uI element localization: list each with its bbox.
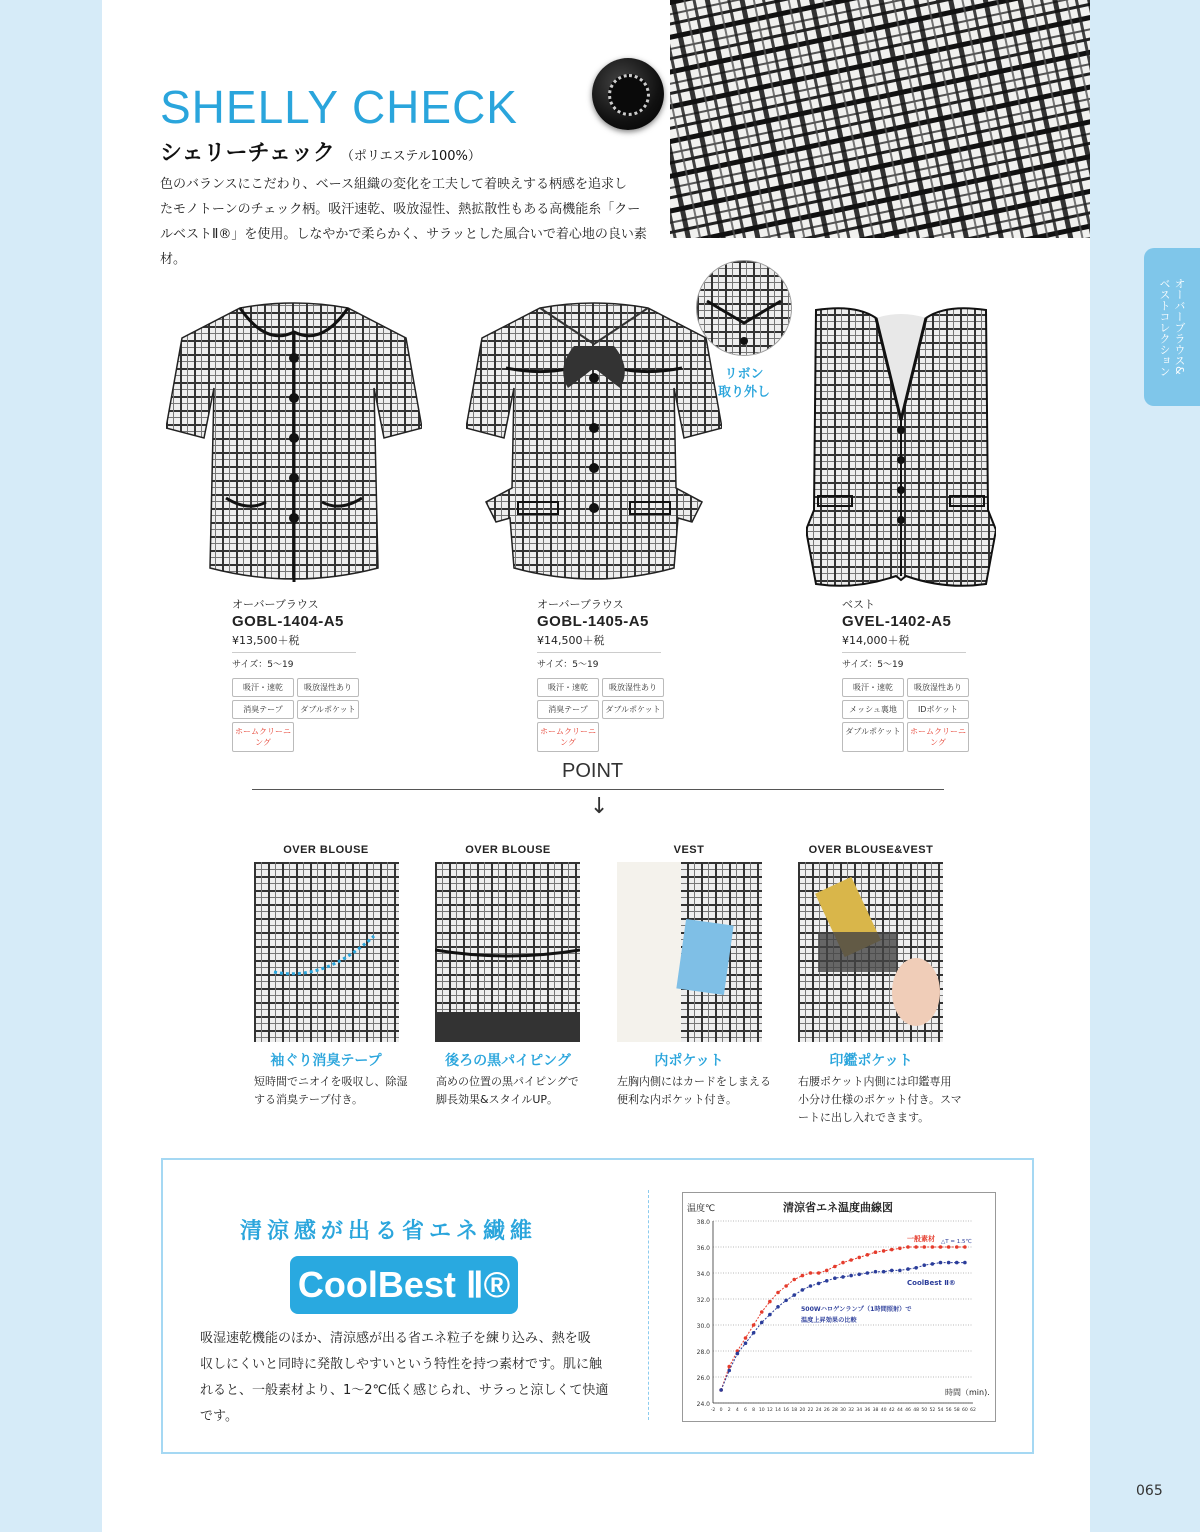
feature-tag: メッシュ裏地 (842, 700, 904, 719)
data-point (922, 1263, 926, 1267)
data-point (776, 1305, 780, 1309)
feature-tag: ダブルポケット (602, 700, 664, 719)
feature-tag: 消臭テープ (537, 700, 599, 719)
data-point (922, 1245, 926, 1249)
product-code: GOBL-1405-A5 (537, 613, 649, 630)
x-tick-label: 62 (970, 1408, 976, 1413)
series-label: 一般素材 (907, 1235, 935, 1243)
point-divider (252, 789, 944, 790)
x-tick-label: 38 (872, 1408, 879, 1413)
garment-image-blouse-1404 (166, 298, 422, 590)
coolbest-divider (648, 1190, 649, 1420)
x-tick-label: 32 (848, 1408, 855, 1413)
data-point (849, 1274, 853, 1278)
feature-tag: 吸汗・速乾 (842, 678, 904, 697)
data-point (931, 1245, 935, 1249)
data-point (768, 1300, 772, 1304)
data-point (817, 1282, 821, 1286)
series-label: CoolBest Ⅱ® (907, 1279, 956, 1287)
data-point (744, 1336, 748, 1340)
point-title: POINT (562, 760, 624, 782)
data-point (801, 1274, 805, 1278)
product-price: ¥14,000＋税 (842, 634, 910, 647)
x-tick-label: 48 (913, 1408, 920, 1413)
coolbest-description (200, 1326, 620, 1430)
x-tick-label: 8 (752, 1408, 756, 1413)
x-tick-label: -2 (710, 1408, 716, 1413)
point-description (254, 1073, 424, 1109)
feature-tag: ホームクリーニング (232, 722, 294, 752)
product-price: ¥14,500＋税 (537, 634, 605, 647)
temperature-chart (682, 1192, 996, 1422)
y-tick-label: 36.0 (696, 1245, 710, 1252)
data-point (882, 1249, 886, 1253)
x-tick-label: 18 (791, 1408, 798, 1413)
point-heading: 後ろの黒パイピング (445, 1053, 571, 1069)
x-tick-label: 40 (880, 1408, 887, 1413)
feature-tag: 吸汗・速乾 (232, 678, 294, 697)
title-english: SHELLY CHECK (160, 81, 518, 133)
y-tick-label: 32.0 (696, 1297, 710, 1304)
desc-line: 脚長効果&スタイルUP。 (436, 1093, 559, 1106)
point-category: VEST (673, 844, 705, 856)
product-info-gvel-1402 (842, 596, 969, 752)
feature-tag: ダブルポケット (842, 722, 904, 752)
point-category: OVER BLOUSE (283, 844, 369, 856)
data-point (809, 1271, 813, 1275)
data-point (825, 1279, 829, 1283)
data-point (784, 1284, 788, 1288)
x-tick-label: 24 (815, 1408, 822, 1413)
x-tick-label: 54 (937, 1408, 944, 1413)
point-description (617, 1073, 787, 1109)
product-category: オーバーブラウス (537, 598, 624, 611)
x-tick-label: 52 (929, 1408, 936, 1413)
data-point (963, 1245, 967, 1249)
data-point (841, 1275, 845, 1279)
intro-line: ルベストⅡ®」を使用。しなやかで柔らかく、サラッとした風合いで着心地の良い素材。 (160, 227, 647, 267)
y-axis-label: 温度℃ (687, 1204, 716, 1214)
arrow-down-icon: ↓ (590, 794, 609, 819)
data-point (906, 1245, 910, 1249)
desc-line: 小分け仕様のポケット付き。スマ (798, 1093, 962, 1106)
product-size: サイズ：5～19 (537, 652, 661, 670)
feature-tag: 消臭テープ (232, 700, 294, 719)
title-japanese: シェリーチェック （ポリエステル100%） (160, 141, 481, 166)
garment-image-blouse-1405 (466, 298, 722, 590)
y-tick-label: 34.0 (696, 1271, 710, 1278)
coolbest-title: 清涼感が出る省エネ繊維 (240, 1219, 538, 1244)
data-point (939, 1245, 943, 1249)
x-tick-label: 60 (961, 1408, 968, 1413)
data-point (890, 1269, 894, 1273)
coolbest-logo: CoolBest Ⅱ® (290, 1256, 518, 1314)
x-tick-label: 30 (840, 1408, 846, 1413)
data-point (792, 1278, 796, 1282)
x-tick-label: 42 (888, 1408, 895, 1413)
x-tick-label: 58 (953, 1408, 960, 1413)
feature-tag: 吸放湿性あり (907, 678, 969, 697)
data-point (736, 1352, 740, 1356)
feature-tag: 吸汗・速乾 (537, 678, 599, 697)
feature-tag: ダブルポケット (297, 700, 359, 719)
coolbest-line: 収しにくいと同時に発散しやすいという特性を持つ素材です。肌に触 (200, 1357, 602, 1372)
product-code: GVEL-1402-A5 (842, 613, 952, 630)
chart-title: 清涼省エネ温度曲線図 (783, 1201, 893, 1214)
product-code: GOBL-1404-A5 (232, 613, 344, 630)
feature-tags (842, 678, 969, 752)
desc-line: 左胸内側にはカードをしまえる (617, 1075, 771, 1088)
data-point (906, 1267, 910, 1271)
y-tick-label: 26.0 (696, 1375, 710, 1382)
data-point (857, 1273, 861, 1277)
product-category: オーバーブラウス (232, 598, 319, 611)
y-tick-label: 28.0 (696, 1349, 710, 1356)
x-tick-label: 56 (945, 1408, 952, 1413)
data-point (719, 1388, 723, 1392)
data-point (760, 1321, 764, 1325)
point-description (798, 1073, 968, 1127)
x-tick-label: 14 (775, 1408, 781, 1413)
desc-line: ートに出し入れできます。 (798, 1111, 930, 1124)
feature-tags (232, 678, 359, 752)
data-point (890, 1248, 894, 1252)
material-note: （ポリエステル100%） (340, 149, 481, 164)
x-tick-label: 0 (719, 1408, 723, 1413)
data-point (744, 1341, 748, 1345)
data-point (939, 1261, 943, 1265)
intro-text (160, 172, 660, 272)
chart-note: 温度上昇効果の比較 (801, 1317, 857, 1324)
data-point (874, 1250, 878, 1254)
data-point (857, 1256, 861, 1260)
feature-tags (537, 678, 664, 752)
data-point (874, 1270, 878, 1274)
point-description (436, 1073, 606, 1109)
intro-line: 色のバランスにこだわり、ベース組織の変化を工夫して着映えする柄感を追求し (160, 177, 627, 192)
data-point (955, 1261, 959, 1265)
ribbon-removable-note: リボン 取り外し (718, 367, 771, 400)
delta-annotation: △T = 1.5℃ (941, 1239, 972, 1245)
desc-line: する消臭テープ付き。 (254, 1093, 364, 1106)
data-point (898, 1247, 902, 1251)
garment-image-vest-1402 (806, 300, 996, 590)
desc-line: 高めの位置の黒パイピングで (436, 1075, 579, 1088)
product-info-gobl-1404 (232, 596, 359, 752)
product-price: ¥13,500＋税 (232, 634, 300, 647)
feature-tag: ホームクリーニング (537, 722, 599, 752)
data-point (955, 1245, 959, 1249)
temperature-chart-svg (683, 1193, 995, 1421)
y-tick-label: 38.0 (696, 1219, 710, 1226)
product-category: ベスト (842, 598, 875, 611)
data-point (727, 1365, 731, 1369)
data-point (898, 1269, 902, 1273)
data-point (817, 1271, 821, 1275)
x-tick-label: 50 (921, 1408, 928, 1413)
button-closeup-image (592, 58, 664, 130)
x-tick-label: 46 (905, 1408, 911, 1413)
feature-tag: ホームクリーニング (907, 722, 969, 752)
data-point (752, 1331, 756, 1335)
product-size: サイズ：5～19 (232, 652, 356, 670)
intro-line: たモノトーンのチェック柄。吸汗速乾、吸放湿性、熱拡散性もある高機能糸「クー (160, 202, 641, 217)
x-tick-label: 2 (727, 1408, 731, 1413)
point-heading: 袖ぐり消臭テープ (270, 1053, 382, 1069)
data-point (841, 1261, 845, 1265)
chart-note: 500Wハロゲンランプ（1時間照射）で (801, 1306, 912, 1313)
x-tick-label: 36 (864, 1408, 871, 1413)
data-point (727, 1369, 731, 1373)
x-axis-label: 時間（min). (945, 1388, 990, 1397)
coolbest-line: 吸湿速乾機能のほか、清涼感が出る省エネ粒子を練り込み、熱を吸 (200, 1331, 591, 1346)
data-point (833, 1276, 837, 1280)
collar-detail-image (696, 260, 792, 356)
y-tick-label: 30.0 (696, 1323, 710, 1330)
data-point (825, 1269, 829, 1273)
data-point (849, 1258, 853, 1262)
desc-line: 短時間でニオイを吸収し、除湿 (254, 1075, 408, 1088)
x-tick-label: 26 (823, 1408, 830, 1413)
data-point (914, 1266, 918, 1270)
x-tick-label: 20 (799, 1408, 806, 1413)
data-point (947, 1261, 951, 1265)
x-tick-label: 12 (766, 1408, 773, 1413)
data-point (801, 1288, 805, 1292)
point-heading: 印鑑ポケット (829, 1053, 913, 1069)
product-size: サイズ：5～19 (842, 652, 966, 670)
data-point (809, 1284, 813, 1288)
x-tick-label: 22 (807, 1408, 814, 1413)
data-point (914, 1245, 918, 1249)
point-image-inner-pocket (617, 862, 762, 1042)
x-tick-label: 34 (856, 1408, 863, 1413)
feature-tag: 吸放湿性あり (297, 678, 359, 697)
data-point (792, 1293, 796, 1297)
data-point (866, 1253, 870, 1257)
data-point (947, 1245, 951, 1249)
y-tick-label: 24.0 (696, 1401, 710, 1408)
point-category: OVER BLOUSE&VEST (808, 844, 934, 856)
feature-tag: IDポケット (907, 700, 969, 719)
section-tab[interactable]: オーバーブラウス& ベストコレクション (1144, 248, 1200, 406)
data-point (963, 1261, 967, 1265)
point-image-back-piping (435, 862, 580, 1042)
page-number: 065 (1136, 1483, 1163, 1499)
desc-line: 右腰ポケット内側には印鑑専用 (798, 1075, 952, 1088)
data-point (866, 1271, 870, 1275)
data-point (752, 1323, 756, 1327)
right-band (1090, 0, 1200, 1532)
point-image-armhole-tape (254, 862, 399, 1042)
data-point (784, 1299, 788, 1303)
x-tick-label: 6 (744, 1408, 747, 1413)
x-tick-label: 44 (896, 1408, 903, 1413)
point-image-seal-pocket (798, 862, 943, 1042)
x-tick-label: 4 (735, 1408, 739, 1413)
point-heading: 内ポケット (654, 1053, 724, 1069)
coolbest-line: れると、一般素材より、1～2℃低く感じられ、サラっと涼しくて快適です。 (200, 1383, 609, 1424)
x-tick-label: 10 (758, 1408, 765, 1413)
data-point (833, 1265, 837, 1269)
desc-line: 便利な内ポケット付き。 (617, 1093, 738, 1106)
data-point (768, 1313, 772, 1317)
data-point (776, 1291, 780, 1295)
point-category: OVER BLOUSE (465, 844, 551, 856)
data-point (931, 1262, 935, 1266)
fabric-swatch-image (670, 0, 1090, 238)
feature-tag: 吸放湿性あり (602, 678, 664, 697)
product-info-gobl-1405 (537, 596, 664, 752)
x-tick-label: 28 (831, 1408, 838, 1413)
data-point (760, 1310, 764, 1314)
x-tick-label: 16 (783, 1408, 790, 1413)
data-point (882, 1270, 886, 1274)
